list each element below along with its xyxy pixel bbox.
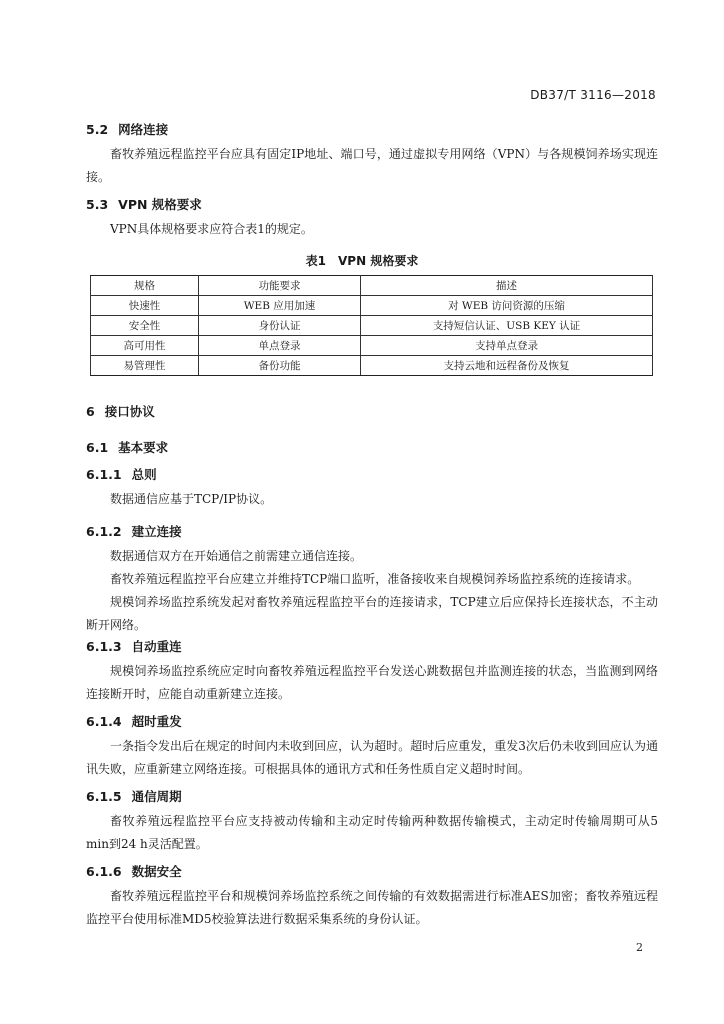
section-title: VPN 规格要求 [118,197,202,212]
section-heading-6-1 [86,438,168,456]
section-title: 超时重发 [131,714,182,729]
table-row [91,336,653,356]
section-heading-6-1-2 [86,522,182,540]
table-row [91,356,653,376]
section-number: 6.1 [86,440,109,455]
paragraph-6-1-1: 数据通信应基于TCP/IP协议。 [110,492,273,506]
paragraph-6-1-2-c: 规模饲养场监控系统发起对畜牧养殖远程监控平台的连接请求，TCP建立后应保持长连接状态，不主动断开网络。 [86,595,658,632]
paragraph-6-1-4: 一条指令发出后在规定的时间内未收到回应，认为超时。超时后应重发，重发3次后仍未收到回应认为通讯失败，应重新建立网络连接。可根据具体的通讯方式和任务性质自定义超时时间。 [86,739,658,776]
table-cell: 安全性 [91,316,199,336]
section-heading-6 [86,402,155,420]
section-heading-6-1-6 [86,862,182,880]
paragraph-6-1-3: 规模饲养场监控系统应定时向畜牧养殖远程监控平台发送心跳数据包并监测连接的状态，当监测到网络连接断开时，应能自动重新建立连接。 [86,664,658,701]
table-row [91,296,653,316]
paragraph-5-3: VPN具体规格要求应符合表1的规定。 [110,222,313,236]
table-cell: 支持短信认证、USB KEY 认证 [361,316,653,336]
table-caption: 表1 VPN 规格要求 [305,254,419,268]
section-heading-5-2 [86,120,168,138]
table-cell: 支持单点登录 [361,336,653,356]
paragraph-6-1-5: 畜牧养殖远程监控平台应支持被动传输和主动定时传输两种数据传输模式，主动定时传输周期可从5 min到24 h灵活配置。 [86,814,658,851]
section-number: 6.1.5 [86,789,122,804]
section-heading-6-1-5 [86,787,182,805]
section-number: 6 [86,404,95,419]
section-heading-6-1-1 [86,465,157,483]
table-header-row [91,276,653,296]
table-cell: 对 WEB 访问资源的压缩 [361,296,653,316]
vpn-spec-table [90,275,653,376]
table-cell: WEB 应用加速 [199,296,361,316]
section-title: 数据安全 [131,864,182,879]
table-header-cell: 规格 [91,276,199,296]
table-cell: 快速性 [91,296,199,316]
table-header-cell: 描述 [361,276,653,296]
section-title: 建立连接 [131,524,182,539]
table-cell: 高可用性 [91,336,199,356]
section-number: 6.1.1 [86,467,122,482]
section-number: 5.2 [86,122,109,137]
table-cell: 备份功能 [199,356,361,376]
section-number: 6.1.4 [86,714,122,729]
section-heading-6-1-3 [86,637,182,655]
paragraph-5-2: 畜牧养殖远程监控平台应具有固定IP地址、端口号，通过虚拟专用网络（VPN）与各规模饲养场实现连接。 [86,147,658,184]
section-title: 网络连接 [118,122,169,137]
section-number: 6.1.6 [86,864,122,879]
table-cell: 身份认证 [199,316,361,336]
page-number: 2 [636,941,643,954]
paragraph-6-1-2-a: 数据通信双方在开始通信之前需建立通信连接。 [110,549,363,563]
table-cell: 支持云地和远程备份及恢复 [361,356,653,376]
section-title: 接口协议 [104,404,155,419]
table-cell: 易管理性 [91,356,199,376]
table-cell: 单点登录 [199,336,361,356]
section-title: 总则 [131,467,157,482]
paragraph-6-1-6: 畜牧养殖远程监控平台和规模饲养场监控系统之间传输的有效数据需进行标准AES加密；畜牧养殖远程监控平台使用标准MD5校验算法进行数据采集系统的身份认证。 [86,889,658,926]
table-header-cell: 功能要求 [199,276,361,296]
section-number: 6.1.3 [86,639,122,654]
section-heading-5-3 [86,195,202,213]
table-row [91,316,653,336]
section-number: 6.1.2 [86,524,122,539]
section-heading-6-1-4 [86,712,182,730]
section-title: 通信周期 [131,789,182,804]
document-code: DB37/T 3116—2018 [530,88,656,102]
section-title: 基本要求 [118,440,169,455]
section-title: 自动重连 [131,639,182,654]
paragraph-6-1-2-b: 畜牧养殖远程监控平台应建立并维持TCP端口监听，准备接收来自规模饲养场监控系统的连接请求。 [110,572,640,586]
section-number: 5.3 [86,197,109,212]
